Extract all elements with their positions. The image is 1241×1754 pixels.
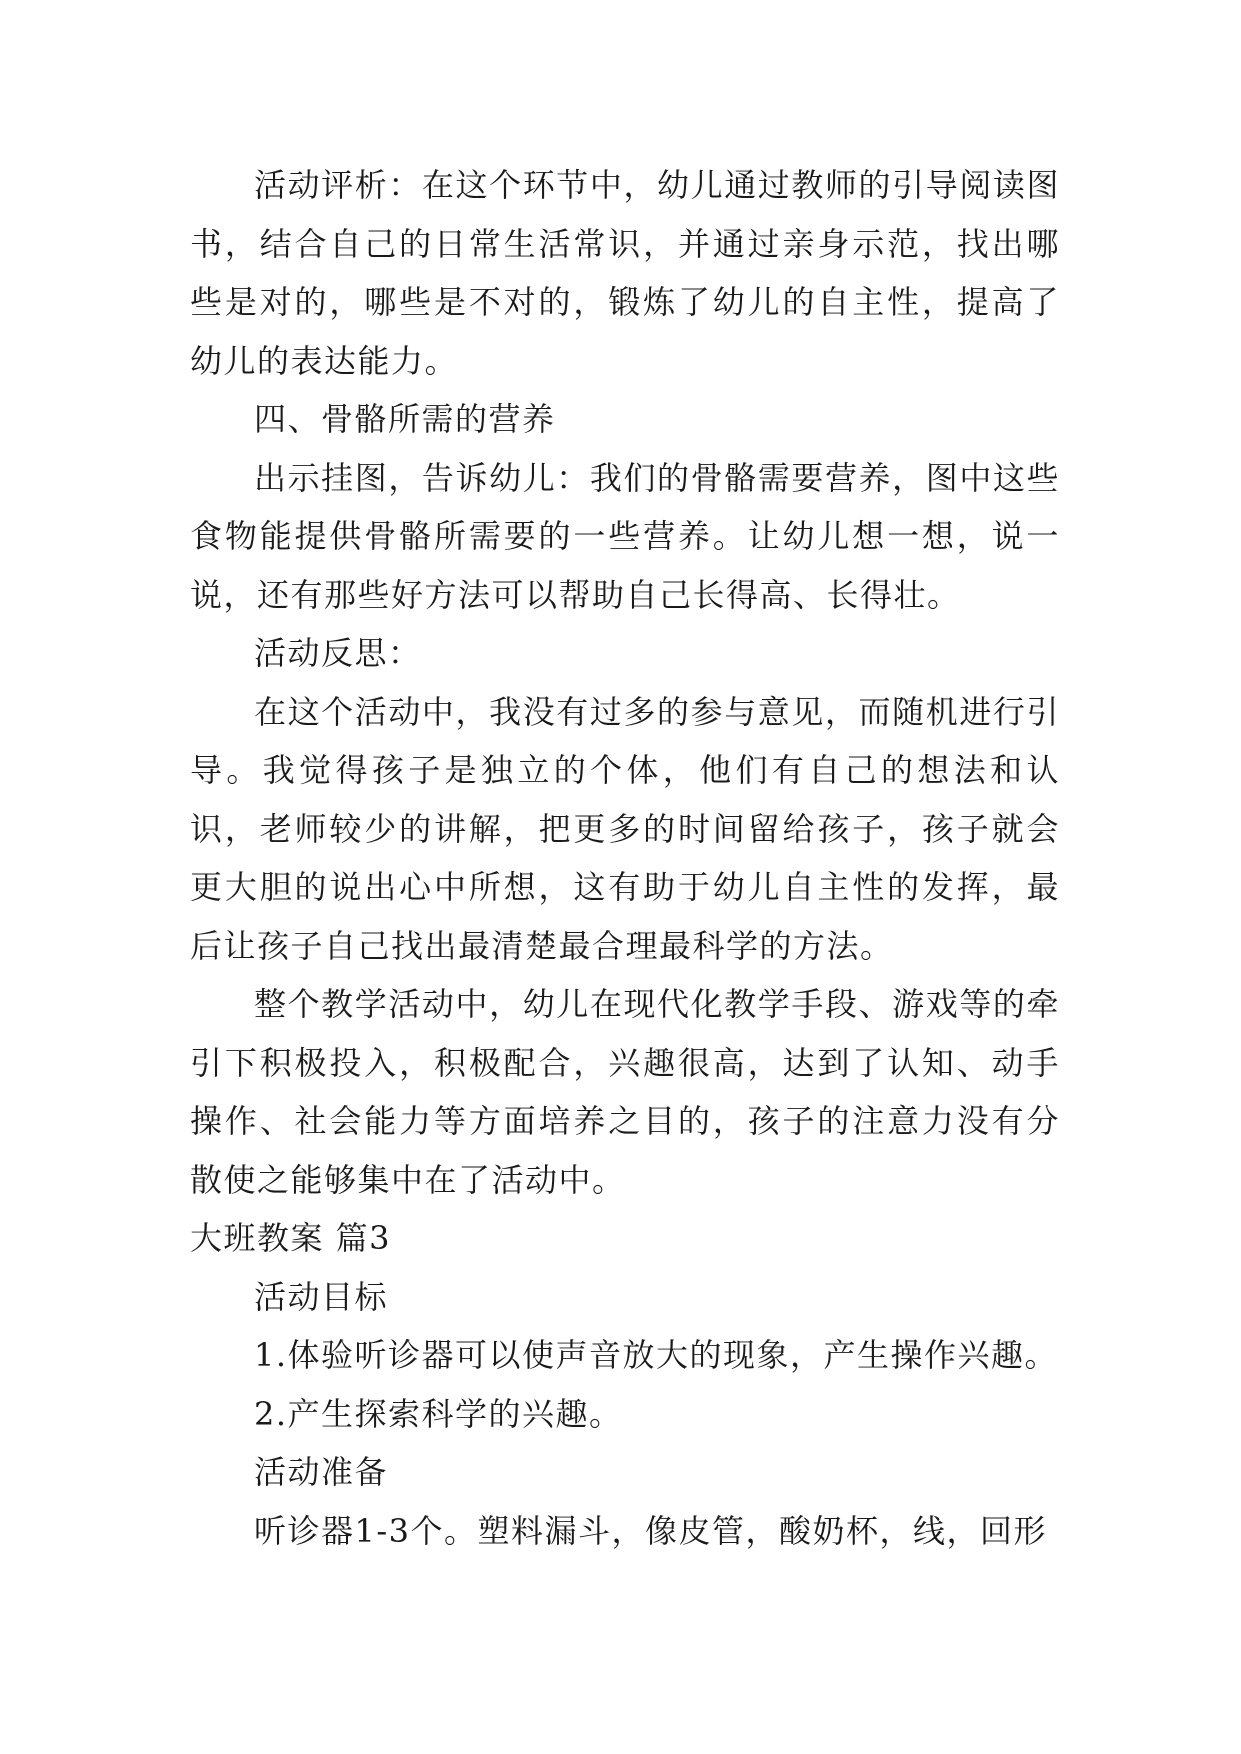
paragraph-materials: 听诊器1-3个。塑料漏斗，像皮管，酸奶杯，线，回形 xyxy=(254,1511,1048,1550)
paragraph-reflection-body: 在这个活动中，我没有过多的参与意见，而随机进行引导。我觉得孩子是独立的个体，他们有自己的想法和认识，老师较少的讲解，把更多的时间留给孩子，孩子就会更大胆的说出心中所想，这有助于幼儿自主性的发挥，最后让孩子自己找出最清楚最合理最科学的方法。 xyxy=(190,692,1060,965)
lesson-plan-title: 大班教案 篇3 xyxy=(190,1219,392,1257)
document-body xyxy=(190,156,1060,1560)
subheading-activity-goals: 活动目标 xyxy=(254,1277,389,1316)
subheading-activity-reflection: 活动反思： xyxy=(254,634,422,672)
paragraph-activity-summary: 整个教学活动中，幼儿在现代化教学手段、游戏等的牵引下积极投入，积极配合，兴趣很高，达到了认知、动手操作、社会能力等方面培养之目的，孩子的注意力没有分散使之能够集中在了活动中。 xyxy=(190,985,1060,1199)
paragraph-activity-analysis: 活动评析：在这个环节中，幼儿通过教师的引导阅读图书，结合自己的日常生活常识，并通过亲身示范，找出哪些是对的，哪些是不对的，锻炼了幼儿的自主性，提高了幼儿的表达能力。 xyxy=(190,166,1060,380)
section-heading-bone-nutrition: 四、骨骼所需的营养 xyxy=(254,400,556,438)
goal-item-1: 1.体验听诊器可以使声音放大的现象，产生操作兴趣。 xyxy=(254,1336,1059,1374)
goal-item-2: 2.产生探索科学的兴趣。 xyxy=(254,1394,623,1433)
subheading-activity-preparation: 活动准备 xyxy=(254,1453,389,1491)
paragraph-show-poster: 出示挂图，告诉幼儿：我们的骨骼需要营养，图中这些食物能提供骨骼所需要的一些营养。让幼儿想一想，说一说，还有那些好方法可以帮助自己长得高、长得壮。 xyxy=(190,458,1060,614)
